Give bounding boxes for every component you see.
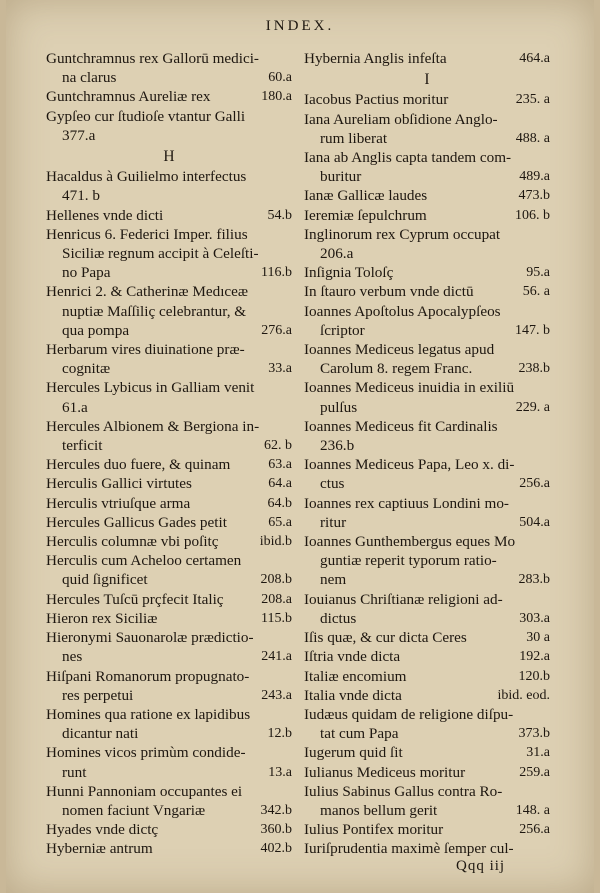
index-entry (304, 532, 550, 551)
index-entry-continuation (46, 302, 292, 321)
index-entry (46, 282, 292, 301)
index-entry-continuation (304, 570, 550, 589)
index-entry-continuation (46, 126, 292, 145)
entry-text: Hieron rex Siciliæ (46, 609, 158, 627)
page-reference: 116.b (261, 265, 292, 281)
page-reference: 360.b (260, 822, 292, 838)
entry-text: ſcriptor (320, 321, 365, 339)
entry-text: Inſignia Toloſç (304, 264, 394, 282)
page-reference: 56. a (522, 284, 550, 300)
entry-text: buritur (320, 168, 362, 186)
page-reference: 115.b (261, 610, 292, 626)
entry-text: Guntchramnus Aureliæ rex (46, 88, 211, 106)
page-header: INDEX. (265, 18, 335, 34)
page-reference: 229. a (515, 399, 550, 415)
index-entry-continuation (304, 398, 550, 417)
entry-text: 206.a (320, 245, 354, 263)
page-reference: 106. b (515, 207, 550, 223)
entry-text: In ſtauro verbum vnde dictū (304, 283, 474, 301)
page-reference: 256.a (519, 822, 550, 838)
entry-text: Ioannes Mediceus legatus apud (304, 341, 495, 359)
index-entry (46, 87, 292, 106)
entry-text: Herculis Gallici virtutes (46, 475, 192, 493)
entry-text: Iana Aureliam obſidione Anglo- (304, 110, 498, 128)
page-reference: 489.a (519, 169, 550, 185)
index-entry (46, 49, 292, 68)
entry-text: Siciliæ regnum accipit à Celeſti- (62, 245, 259, 263)
index-entry-continuation (304, 724, 550, 743)
page-reference: 342.b (260, 802, 292, 818)
page-reference: ibid. eod. (497, 687, 550, 703)
entry-text: Herculis columnæ vbi poſitç (46, 533, 219, 551)
entry-text: 61.a (62, 398, 88, 416)
index-entry (304, 148, 550, 167)
index-entry (304, 590, 550, 609)
entry-text: Ioannes Mediceus Papa, Leo x. di- (304, 456, 515, 474)
index-entry (304, 839, 550, 858)
index-entry-continuation (46, 244, 292, 263)
index-entry (46, 782, 292, 801)
entry-text: Henricus 6. Federici Imper. filius (46, 225, 248, 243)
index-entry (46, 628, 292, 647)
index-page (6, 0, 594, 893)
entry-text: Hybernia Anglis infeſta (304, 50, 447, 67)
entry-text: Herculis cum Acheloo certamen (46, 552, 242, 570)
entry-text: Ioannes Mediceus inuidia in exiliū (304, 379, 515, 397)
index-entry (304, 667, 550, 686)
entry-text: Guntchramnus rex Gallorū medici- (46, 50, 259, 67)
page-reference: 95.a (526, 265, 550, 281)
index-entry (304, 628, 550, 647)
entry-text: dicantur nati (62, 725, 139, 743)
entry-text: Hyades vnde dictç (46, 821, 159, 839)
entry-text: Ioannes Apoſtolus Apocalypſeos (304, 302, 501, 320)
entry-text: Ioannes rex captiuus Londini mo- (304, 494, 509, 512)
index-entry-continuation (304, 359, 550, 378)
entry-text: runt (62, 763, 87, 781)
index-entry (46, 494, 292, 513)
page-reference: 208.a (261, 591, 292, 607)
entry-text: Hercules Gallicus Gades petit (46, 513, 227, 531)
entry-text: Iſtria vnde dicta (304, 648, 401, 666)
entry-text: nomen faciunt Vngariæ (62, 801, 206, 819)
index-entry (46, 340, 292, 359)
entry-text: quid ſignificet (62, 571, 148, 589)
page-reference: 402.b (260, 841, 292, 857)
index-entry (46, 667, 292, 686)
index-entry (304, 340, 550, 359)
page-reference: 238.b (518, 361, 550, 377)
entry-text: Ianæ Gallicæ laudes (304, 187, 428, 205)
index-entry (46, 206, 292, 225)
index-entry-continuation (46, 686, 292, 705)
index-entry (304, 378, 550, 397)
index-entry-continuation (304, 513, 550, 532)
index-entry (46, 743, 292, 762)
page-reference: 31.a (526, 745, 550, 761)
entry-text: 236.b (320, 437, 355, 455)
index-entry-continuation (46, 763, 292, 782)
page-reference: 147. b (515, 322, 550, 338)
index-column-right (304, 46, 550, 859)
index-entry-continuation (304, 321, 550, 340)
entry-text: Hacaldus à Guilielmo interfectus (46, 168, 247, 186)
page-reference: 120.b (518, 668, 550, 684)
entry-text: terficit (62, 437, 103, 455)
index-entry (304, 494, 550, 513)
signature-mark: Qqq iij (456, 858, 506, 874)
page-reference: 488. a (515, 130, 550, 146)
entry-text: Hiſpani Romanorum propugnato- (46, 667, 250, 685)
page-reference: 30 a (526, 630, 550, 646)
page-reference: 276.a (261, 322, 292, 338)
entry-text: Herbarum vires diuinatione præ- (46, 341, 245, 359)
page-reference: 464.a (519, 51, 550, 66)
entry-text: tat cum Papa (320, 725, 399, 743)
index-entry (304, 782, 550, 801)
entry-text: Homines vicos primùm condide- (46, 744, 246, 762)
index-entry (304, 282, 550, 301)
index-entry-continuation (46, 359, 292, 378)
entry-text: Hercules Lybicus in Galliam venit (46, 379, 255, 397)
index-entry (304, 263, 550, 282)
index-entry (304, 417, 550, 436)
page-reference: 13.a (268, 764, 292, 780)
entry-text: Italia vnde dicta (304, 686, 402, 704)
index-entry (304, 90, 550, 109)
page-reference: 33.a (268, 361, 292, 377)
entry-text: ctus (320, 475, 345, 493)
index-entry (46, 107, 292, 126)
entry-text: Ieremiæ ſepulchrum (304, 206, 427, 224)
page-reference: 64.b (267, 495, 292, 511)
entry-text: Ioannes Mediceus fit Cardinalis (304, 417, 498, 435)
index-entry-continuation (304, 244, 550, 263)
index-entry (46, 590, 292, 609)
index-entry (304, 686, 550, 705)
entry-text: Hercules duo fuere, & quinam (46, 456, 231, 474)
page-reference: 65.a (268, 514, 292, 530)
entry-text: Hyberniæ antrum (46, 840, 153, 858)
page-reference: 373.b (518, 726, 550, 742)
section-letter: I (424, 71, 430, 89)
index-entry-continuation (46, 321, 292, 340)
index-entry-continuation (304, 167, 550, 186)
page-reference: 148. a (515, 802, 550, 818)
index-entry (304, 110, 550, 129)
entry-text: Inglinorum rex Cyprum occupat (304, 225, 501, 243)
index-entry-continuation (304, 436, 550, 455)
entry-text: manos bellum gerit (320, 801, 438, 819)
entry-text: Iugerum quid ſit (304, 744, 403, 762)
index-entry (304, 705, 550, 724)
entry-text: Homines qua ratione ex lapidibus (46, 705, 251, 723)
entry-text: qua pompa (62, 321, 130, 339)
index-entry (304, 186, 550, 205)
index-column-left (46, 46, 292, 859)
entry-text: nes (62, 648, 83, 666)
entry-text: Italiæ encomium (304, 667, 407, 685)
page-reference: 256.a (519, 476, 550, 492)
index-entry (304, 225, 550, 244)
index-entry (304, 206, 550, 225)
page-reference: 64.a (268, 476, 292, 492)
entry-text: guntiæ reperit typorum ratio- (320, 552, 497, 570)
index-entry (304, 49, 550, 68)
entry-text: Iana ab Anglis capta tandem com- (304, 149, 512, 167)
index-entry-continuation (46, 647, 292, 666)
index-entry (304, 302, 550, 321)
index-entry (304, 455, 550, 474)
index-entry-continuation (46, 570, 292, 589)
entry-text: Iulius Sabinus Gallus contra Ro- (304, 782, 503, 800)
page-reference: 180.a (261, 89, 292, 105)
page-reference: ibid.b (259, 534, 292, 550)
entry-text: ritur (320, 513, 347, 531)
index-entry (46, 551, 292, 570)
section-letter: H (163, 148, 175, 166)
entry-text: Carolum 8. regem Franc. (320, 360, 473, 378)
page-reference: 208.b (260, 572, 292, 588)
page-reference: 259.a (519, 764, 550, 780)
page-reference: 243.a (261, 687, 292, 703)
page-reference: 60.a (268, 70, 292, 86)
index-entry-continuation (304, 129, 550, 148)
entry-text: Hercules Tuſcū prçfecit Italiç (46, 590, 224, 608)
page-reference: 12.b (267, 726, 292, 742)
page-reference: 473.b (518, 188, 550, 204)
entry-text: dictus (320, 609, 357, 627)
page-reference: 54.b (267, 207, 292, 223)
index-entry (46, 705, 292, 724)
entry-text: Hieronymi Sauonarolæ prædictio- (46, 629, 254, 647)
index-entry (46, 455, 292, 474)
entry-text: cognitæ (62, 360, 111, 378)
index-entry (46, 417, 292, 436)
index-entry (46, 225, 292, 244)
entry-text: Iouianus Chriſtianæ religioni ad- (304, 590, 503, 608)
page-reference: 192.a (519, 649, 550, 665)
index-entry (46, 609, 292, 628)
entry-text: Iuriſprudentia maximè ſemper cul- (304, 840, 514, 858)
entry-text: Iulianus Mediceus moritur (304, 763, 466, 781)
index-entry (304, 743, 550, 762)
index-entry (46, 513, 292, 532)
index-entry-continuation (46, 398, 292, 417)
page-reference: 62. b (264, 438, 292, 454)
index-entry (304, 763, 550, 782)
index-entry (46, 167, 292, 186)
index-entry-continuation (46, 263, 292, 282)
entry-text: pulſus (320, 398, 358, 416)
entry-text: Iſis quæ, & cur dicta Ceres (304, 629, 467, 647)
entry-text: nuptiæ Maſſiliç celebrantur, & (62, 302, 247, 320)
index-entry-continuation (304, 609, 550, 628)
index-entry (304, 820, 550, 839)
index-entry-continuation (304, 551, 550, 570)
entry-text: nem (320, 571, 347, 589)
entry-text: Hunni Pannoniam occupantes ei (46, 782, 243, 800)
entry-text: res perpetui (62, 686, 134, 704)
index-entry (46, 839, 292, 858)
index-entry-continuation (304, 801, 550, 820)
index-entry-continuation (46, 68, 292, 87)
index-entry (46, 378, 292, 397)
page-reference: 504.a (519, 514, 550, 530)
page-reference: 235. a (515, 92, 550, 108)
index-entry (46, 474, 292, 493)
page-reference: 241.a (261, 649, 292, 665)
index-entry-continuation (304, 474, 550, 493)
entry-text: Gypſeo cur ſtudioſe vtantur Galli (46, 107, 246, 125)
entry-text: Iacobus Pactius moritur (304, 91, 449, 109)
page-reference: 63.a (268, 457, 292, 473)
entry-text: 377.a (62, 126, 96, 144)
index-entry-continuation (46, 724, 292, 743)
index-entry-continuation (46, 436, 292, 455)
entry-text: 471. b (62, 187, 100, 205)
entry-text: Iulius Pontifex moritur (304, 821, 444, 839)
entry-text: Hellenes vnde dicti (46, 206, 164, 224)
page-reference: 283.b (518, 572, 550, 588)
entry-text: no Papa (62, 264, 111, 282)
index-entry (46, 820, 292, 839)
entry-text: na clarus (62, 69, 117, 87)
index-entry-continuation (46, 801, 292, 820)
index-entry (304, 647, 550, 666)
entry-text: rum liberat (320, 129, 388, 147)
entry-text: Herculis vtriuſque arma (46, 494, 191, 512)
entry-text: Hercules Albionem & Bergiona in- (46, 417, 260, 435)
page-reference: 303.a (519, 610, 550, 626)
index-entry-continuation (46, 186, 292, 205)
entry-text: Iudæus quidam de religione diſpu- (304, 705, 514, 723)
entry-text: Henrici 2. & Catherinæ Medıceæ (46, 283, 249, 301)
index-entry (46, 532, 292, 551)
entry-text: Ioannes Gunthembergus eques Mo (304, 533, 516, 551)
